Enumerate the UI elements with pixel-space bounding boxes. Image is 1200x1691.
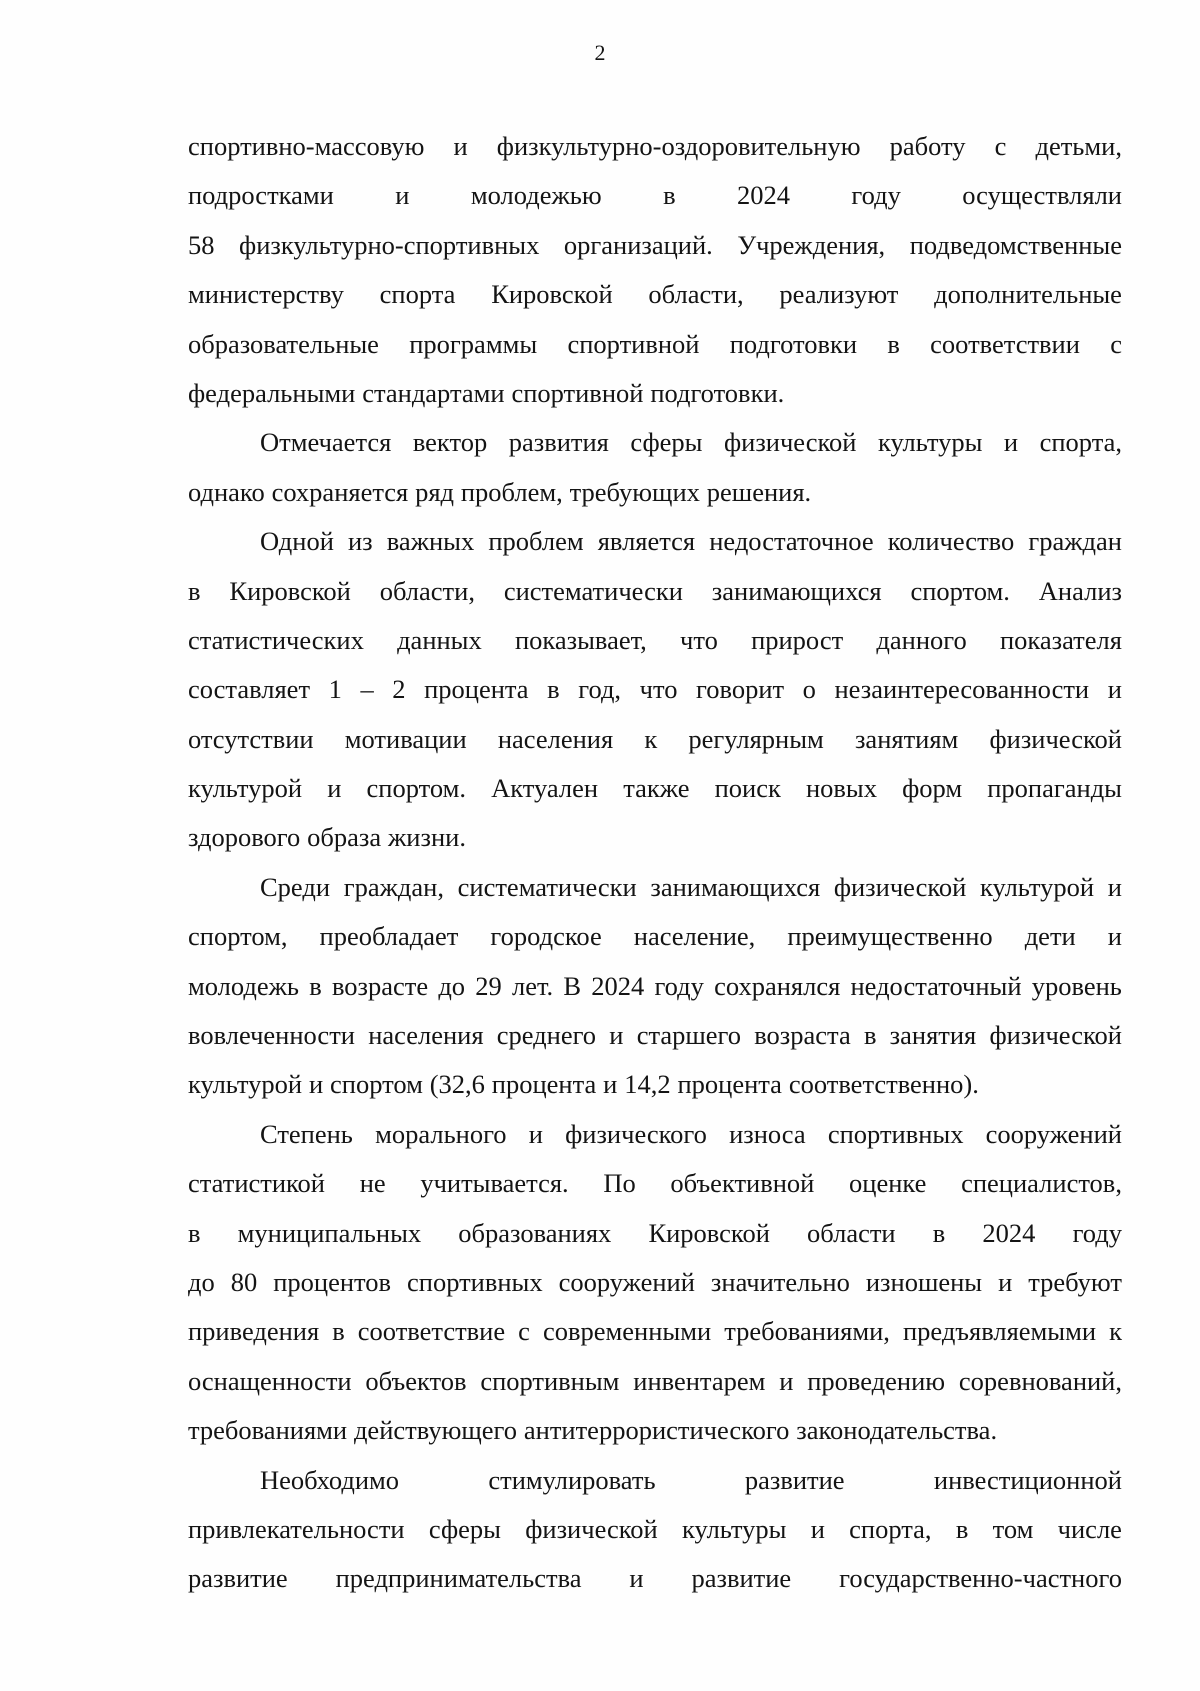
- word: дети: [1024, 921, 1076, 952]
- text-line: [188, 616, 1122, 665]
- word: 2024: [982, 1217, 1036, 1248]
- word: процента: [491, 1069, 597, 1100]
- word: из: [348, 526, 373, 557]
- word: числе: [1057, 1513, 1122, 1544]
- word: оценке: [849, 1168, 927, 1199]
- word: развития: [508, 427, 609, 458]
- word: Степень: [260, 1118, 353, 1149]
- word: молодежью: [470, 180, 602, 211]
- word: статистикой: [188, 1168, 325, 1199]
- word: в: [932, 1217, 946, 1248]
- word: и: [1107, 674, 1122, 705]
- word: соответственно).: [788, 1069, 979, 1100]
- word: культуры: [877, 427, 983, 458]
- word: инвестиционной: [933, 1464, 1122, 1495]
- word: ряд: [415, 476, 454, 507]
- word: Необходимо: [260, 1464, 400, 1495]
- text-line: [188, 813, 1122, 862]
- word: культурой: [188, 1069, 303, 1100]
- word: антитеррористического: [523, 1415, 790, 1446]
- word: требующих: [569, 476, 700, 507]
- word: и: [603, 1069, 618, 1100]
- word: занятия: [889, 1020, 977, 1051]
- word: морального: [375, 1118, 507, 1149]
- word: в: [547, 674, 560, 705]
- word: области,: [379, 575, 475, 606]
- word: учитывается.: [420, 1168, 569, 1199]
- word: требуют: [1028, 1266, 1122, 1297]
- word: спорта,: [849, 1513, 932, 1544]
- word: незаинтересованности: [834, 674, 1090, 705]
- word: занимающихся: [711, 575, 882, 606]
- text-line: [188, 1110, 1122, 1159]
- word: и: [609, 1020, 624, 1051]
- word: 1: [328, 674, 342, 705]
- word: спортом.: [366, 773, 466, 804]
- word: соответствии: [930, 328, 1080, 359]
- word: году: [1072, 1217, 1122, 1248]
- word: в: [332, 1316, 345, 1347]
- word: однако: [188, 476, 265, 507]
- word: с: [518, 1316, 530, 1347]
- word: в: [863, 1020, 877, 1051]
- word: сферы: [428, 1513, 501, 1544]
- document-body: [188, 122, 1122, 1604]
- word: приведения: [188, 1316, 320, 1347]
- word: поиск: [714, 773, 781, 804]
- word: возраста: [754, 1020, 851, 1051]
- word: физической: [989, 723, 1122, 754]
- word: и: [810, 1513, 825, 1544]
- word: прирост: [751, 624, 844, 655]
- word: спортивной: [511, 377, 644, 408]
- word: сохраняется: [271, 476, 409, 507]
- word: физкультурно-спортивных: [239, 229, 540, 260]
- word: вовлеченности: [188, 1020, 355, 1051]
- word: требованиями: [188, 1415, 348, 1446]
- word: физической: [525, 1513, 658, 1544]
- word: подготовки: [729, 328, 858, 359]
- word: культурой: [188, 773, 303, 804]
- word: законодательства.: [796, 1415, 998, 1446]
- word: и: [629, 1563, 644, 1594]
- word: молодежь: [188, 970, 300, 1001]
- word: предъявляемыми: [902, 1316, 1097, 1347]
- word: спортивным: [480, 1365, 620, 1396]
- word: возрасте: [331, 970, 429, 1001]
- word: занимающихся: [650, 871, 821, 902]
- word: в: [188, 1217, 201, 1248]
- word: государственно-частного: [839, 1563, 1122, 1594]
- word: и: [998, 1266, 1013, 1297]
- word: подготовки.: [650, 377, 785, 408]
- word: недостаточный: [850, 970, 1022, 1001]
- word: с: [994, 131, 1007, 161]
- word: подростками: [188, 180, 334, 211]
- word: также: [623, 773, 690, 804]
- word: в: [188, 575, 201, 606]
- word: дополнительные: [934, 279, 1122, 310]
- word: к: [644, 723, 658, 754]
- word: что: [680, 624, 718, 655]
- word: физической: [833, 871, 967, 902]
- text-line: [188, 468, 1122, 517]
- word: Учреждения,: [737, 229, 886, 260]
- word: спортивно-массовую: [188, 131, 425, 161]
- word: культурой: [980, 871, 1095, 902]
- word: проблем: [488, 526, 584, 557]
- word: уровень: [1031, 970, 1122, 1001]
- word: организаций.: [563, 229, 713, 260]
- word: о: [802, 674, 816, 705]
- word: развитие: [691, 1563, 792, 1594]
- word: регулярным: [688, 723, 824, 754]
- word: процентов: [273, 1266, 392, 1297]
- word: граждан: [1028, 526, 1122, 557]
- word: реализуют: [779, 279, 899, 310]
- word: физической: [989, 1020, 1122, 1051]
- word: в: [887, 328, 900, 359]
- word: решения.: [706, 476, 812, 507]
- word: и: [779, 1365, 794, 1396]
- word: привлекательности: [188, 1513, 405, 1544]
- word: министерству: [188, 279, 344, 310]
- word: спортивной: [567, 328, 700, 359]
- word: населения: [497, 723, 614, 754]
- word: Кировской: [648, 1217, 770, 1248]
- word: данного: [876, 624, 967, 655]
- word: сооружений: [985, 1118, 1122, 1149]
- word: В: [563, 970, 582, 1001]
- word: Среди: [260, 871, 331, 902]
- word: Кировской: [229, 575, 351, 606]
- text-line: [188, 1011, 1122, 1060]
- word: стимулировать: [488, 1464, 656, 1495]
- word: объектов: [365, 1365, 467, 1396]
- text-line: [188, 1357, 1122, 1406]
- text-line: [188, 1505, 1122, 1554]
- word: действующего: [353, 1415, 518, 1446]
- word: населения: [368, 1020, 484, 1051]
- word: проведению: [807, 1365, 946, 1396]
- word: преобладает: [319, 921, 459, 952]
- text-line: [188, 1456, 1122, 1505]
- word: 2024: [591, 970, 645, 1001]
- word: среднего: [496, 1020, 597, 1051]
- word: систематически: [457, 871, 637, 902]
- word: подведомственные: [909, 229, 1122, 260]
- text-line: [188, 221, 1122, 270]
- word: оснащенности: [188, 1365, 352, 1396]
- word: граждан,: [343, 871, 444, 902]
- word: процента: [677, 1069, 782, 1100]
- word: и: [453, 131, 468, 161]
- word: городское: [490, 921, 602, 952]
- word: лет.: [511, 970, 554, 1001]
- word: спортивных: [407, 1266, 543, 1297]
- text-line: [188, 418, 1122, 467]
- text-line: [188, 665, 1122, 714]
- word: в: [309, 970, 322, 1001]
- word: спорта,: [1039, 427, 1122, 458]
- text-line: [188, 912, 1122, 961]
- word: мотивации: [344, 723, 467, 754]
- word: работу: [889, 131, 966, 161]
- text-line: [188, 1209, 1122, 1258]
- word: и: [1003, 427, 1019, 458]
- text-line: [188, 171, 1122, 220]
- word: требованиями,: [724, 1316, 890, 1347]
- word: физического: [565, 1118, 707, 1149]
- word: и: [1107, 921, 1122, 952]
- word: в: [955, 1513, 969, 1544]
- text-line: [188, 320, 1122, 369]
- text-line: [188, 764, 1122, 813]
- word: культуры: [682, 1513, 787, 1544]
- word: соревнований,: [958, 1365, 1122, 1396]
- word: соответствие: [357, 1316, 506, 1347]
- word: является: [597, 526, 696, 557]
- word: в: [663, 180, 676, 211]
- word: сферы: [630, 427, 703, 458]
- word: и: [395, 180, 410, 211]
- word: вектор: [412, 427, 488, 458]
- word: предпринимательства: [335, 1563, 582, 1594]
- word: году: [654, 970, 704, 1001]
- word: население,: [633, 921, 756, 952]
- word: проблем,: [460, 476, 563, 507]
- word: стандартами: [362, 377, 505, 408]
- word: Отмечается: [260, 427, 392, 458]
- word: пропаганды: [987, 773, 1122, 804]
- word: образа: [307, 822, 382, 853]
- word: специалистов,: [961, 1168, 1122, 1199]
- word: показателя: [999, 624, 1122, 655]
- word: Анализ: [1038, 575, 1122, 606]
- word: что: [639, 674, 678, 705]
- word: образованиях: [458, 1217, 612, 1248]
- word: спортивных: [827, 1118, 964, 1149]
- word: области: [807, 1217, 896, 1248]
- text-line: [188, 715, 1122, 764]
- word: физической: [723, 427, 857, 458]
- word: 58: [188, 229, 215, 260]
- word: образовательные: [188, 328, 379, 359]
- word: изношены: [865, 1266, 983, 1297]
- word: год,: [578, 674, 622, 705]
- text-line: [188, 369, 1122, 418]
- word: количество: [887, 526, 1015, 557]
- word: объективной: [670, 1168, 815, 1199]
- word: и: [308, 1069, 324, 1100]
- word: износа: [729, 1118, 806, 1149]
- word: сооружений: [558, 1266, 695, 1297]
- text-line: [188, 567, 1122, 616]
- word: статистических: [188, 624, 364, 655]
- word: жизни.: [388, 822, 466, 853]
- word: инвентарем: [633, 1365, 766, 1396]
- word: до: [438, 970, 466, 1001]
- text-line: [188, 1258, 1122, 1307]
- word: 14,2: [624, 1069, 671, 1100]
- word: спортом: [330, 1069, 423, 1100]
- word: с: [1110, 328, 1122, 359]
- word: (32,6: [429, 1069, 485, 1100]
- text-line: [188, 122, 1122, 171]
- text-line: [188, 270, 1122, 319]
- word: до: [188, 1266, 215, 1297]
- text-line: [188, 1307, 1122, 1356]
- word: здорового: [188, 822, 301, 853]
- text-line: [188, 962, 1122, 1011]
- word: По: [603, 1168, 636, 1199]
- text-line: [188, 1159, 1122, 1208]
- word: говорит: [696, 674, 785, 705]
- word: недостаточное: [709, 526, 874, 557]
- word: спортом,: [188, 921, 288, 952]
- word: 2: [392, 674, 406, 705]
- word: Одной: [260, 526, 334, 557]
- word: форм: [902, 773, 963, 804]
- word: и: [1107, 871, 1122, 902]
- text-line: [188, 517, 1122, 566]
- word: области,: [648, 279, 744, 310]
- word: развитие: [744, 1464, 845, 1495]
- word: новых: [805, 773, 877, 804]
- word: 80: [230, 1266, 258, 1297]
- word: старшего: [636, 1020, 741, 1051]
- word: занятиям: [854, 723, 959, 754]
- word: показывает,: [514, 624, 647, 655]
- word: сохранялся: [714, 970, 841, 1001]
- text-line: [188, 1554, 1122, 1603]
- page-number: 2: [594, 40, 606, 65]
- word: осуществляли: [962, 180, 1122, 211]
- word: процента: [424, 674, 529, 705]
- word: и: [327, 773, 342, 804]
- word: развитие: [188, 1563, 288, 1594]
- word: систематически: [503, 575, 683, 606]
- word: значительно: [710, 1266, 850, 1297]
- word: Кировской: [491, 279, 613, 310]
- word: –: [360, 674, 374, 705]
- word: федеральными: [188, 377, 356, 408]
- word: программы: [409, 328, 538, 359]
- word: муниципальных: [237, 1217, 422, 1248]
- word: данных: [397, 624, 482, 655]
- text-line: [188, 1406, 1122, 1455]
- word: Актуален: [491, 773, 599, 804]
- word: году: [851, 180, 901, 211]
- word: 29: [475, 970, 502, 1001]
- word: современными: [542, 1316, 712, 1347]
- word: не: [359, 1168, 386, 1199]
- word: 2024: [737, 180, 790, 211]
- word: составляет: [188, 674, 311, 705]
- word: и: [528, 1118, 543, 1149]
- word: физкультурно-оздоровительную: [496, 131, 861, 161]
- word: важных: [386, 526, 475, 557]
- text-line: [188, 1060, 1122, 1109]
- text-line: [188, 863, 1122, 912]
- word: спортом.: [910, 575, 1010, 606]
- word: том: [992, 1513, 1034, 1544]
- word: преимущественно: [787, 921, 993, 952]
- word: к: [1109, 1316, 1122, 1347]
- word: спорта: [379, 279, 456, 310]
- word: отсутствии: [188, 723, 314, 754]
- word: детьми,: [1035, 131, 1122, 161]
